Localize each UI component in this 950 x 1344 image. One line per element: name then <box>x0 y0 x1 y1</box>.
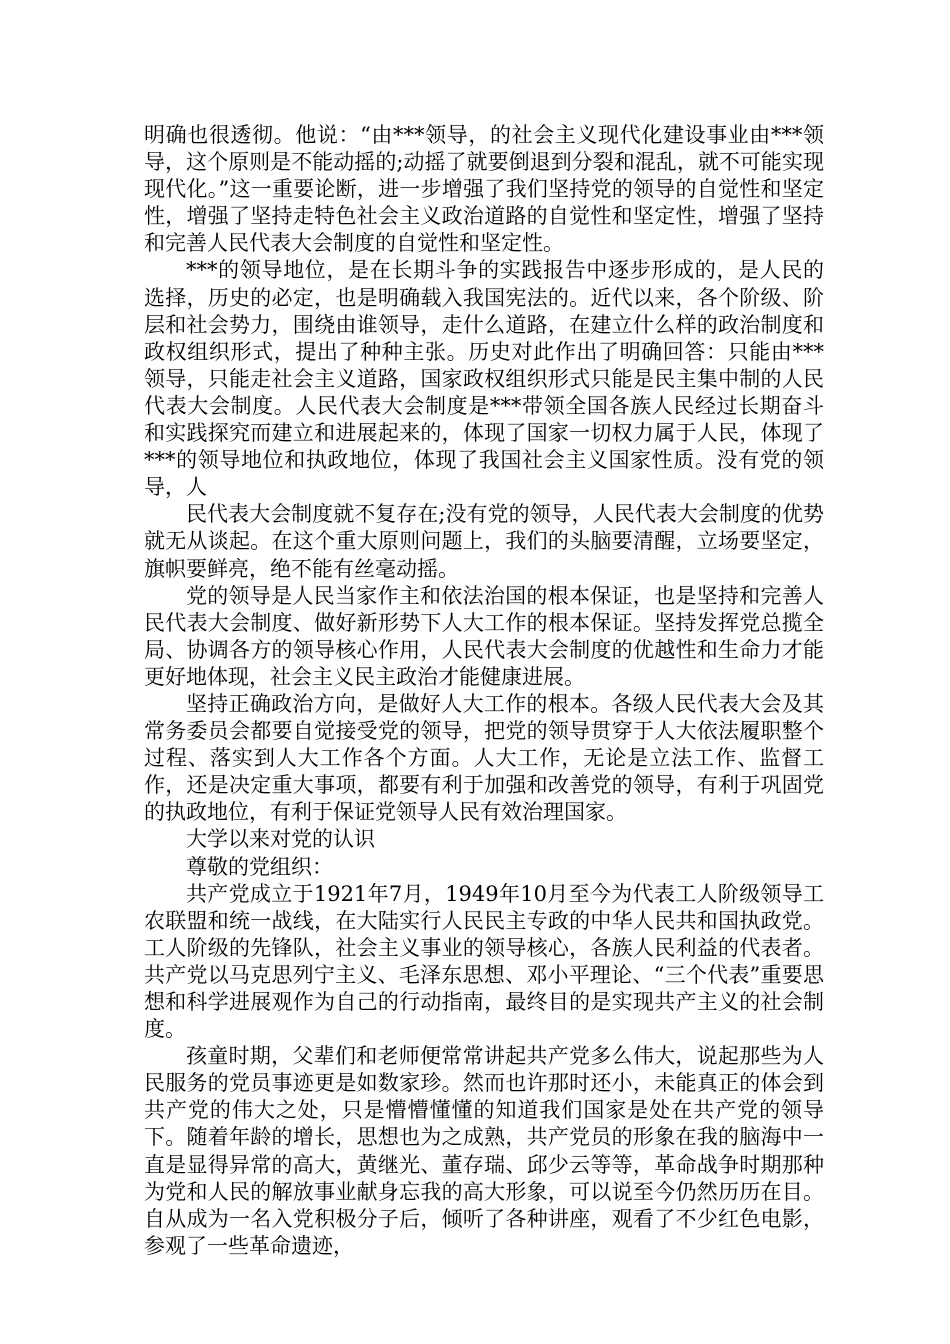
body-paragraph-1: 共产党成立于1921年7月，1949年10月至今为代表工人阶级领导工农联盟和统一战线，在大陆实行人民民主专政的中华人民共和国执政党。工人阶级的先锋队，社会主义事业的领导核心，各族人民利益的代表者。共产党以马克思列宁主义、毛泽东思想、邓小平理论、“三个代表”重要思想和科学进展观作为自己的行动指南，最终目的是实现共产主义的社会制度。 <box>144 881 824 1042</box>
paragraph-4: 党的领导是人民当家作主和依法治国的根本保证，也是坚持和完善人民代表大会制度、做好新形势下人大工作的根本保证。坚持发挥党总揽全局、协调各方的领导核心作用，人民代表大会制度的优越性和生命力才能更好地体现，社会主义民主政治才能健康进展。 <box>144 583 824 689</box>
section-title: 大学以来对党的认识 <box>186 827 375 852</box>
document-page <box>144 122 824 1260</box>
paragraph-5: 坚持正确政治方向，是做好人大工作的根本。各级人民代表大会及其常务委员会都要自觉接受党的领导，把党的领导贯穿于人大依法履职整个过程、落实到人大工作各个方面。人大工作，无论是立法工作、监督工作，还是决定重大事项，都要有利于加强和改善党的领导，有利于巩固党的执政地位，有利于保证党领导人民有效治理国家。 <box>144 691 824 825</box>
salutation: 尊敬的党组织： <box>186 854 333 879</box>
paragraph-3: 民代表大会制度就不复存在;没有党的领导，人民代表大会制度的优势就无从谈起。在这个重大原则问题上，我们的头脑要清醒，立场要坚定，旗帜要鲜亮，绝不能有丝毫动摇。 <box>144 502 824 581</box>
paragraph-1: 明确也很透彻。他说：“由***领导，的社会主义现代化建设事业由***领导，这个原则是不能动摇的;动摇了就要倒退到分裂和混乱，就不可能实现现代化。”这一重要论断，进一步增强了我们坚持党的领导的自觉性和坚定性，增强了坚持走特色社会主义政治道路的自觉性和坚定性，增强了坚持和完善人民代表大会制度的自觉性和坚定性。 <box>144 123 824 256</box>
paragraph-2: ***的领导地位，是在长期斗争的实践报告中逐步形成的，是人民的选择，历史的必定，也是明确载入我国宪法的。近代以来，各个阶级、阶层和社会势力，围绕由谁领导，走什么道路，在建立什么样的政治制度和政权组织形式，提出了种种主张。历史对此作出了明确回答：只能由***领导，只能走社会主义道路，国家政权组织形式只能是民主集中制的人民代表大会制度。人民代表大会制度是***带领全国各族人民经过长期奋斗和实践探究而建立和进展起来的，体现了国家一切权力属于人民，体现了***的领导地位和执政地位，体现了我国社会主义国家性质。没有党的领导，人 <box>144 258 824 500</box>
body-paragraph-2: 孩童时期，父辈们和老师便常常讲起共产党多么伟大，说起那些为人民服务的党员事迹更是如数家珍。然而也许那时还小，未能真正的体会到共产党的伟大之处，只是懵懵懂懂的知道我们国家是处在共产党的领导下。随着年龄的增长，思想也为之成熟，共产党员的形象在我的脑海中一直是显得异常的高大，黄继光、董存瑞、邱少云等等，革命战争时期那种为党和人民的解放事业献身忘我的高大形象，可以说至今仍然历历在目。自从成为一名入党积极分子后，倾听了各种讲座，观看了不少红色电影，参观了一些革命遗迹， <box>144 1044 824 1258</box>
